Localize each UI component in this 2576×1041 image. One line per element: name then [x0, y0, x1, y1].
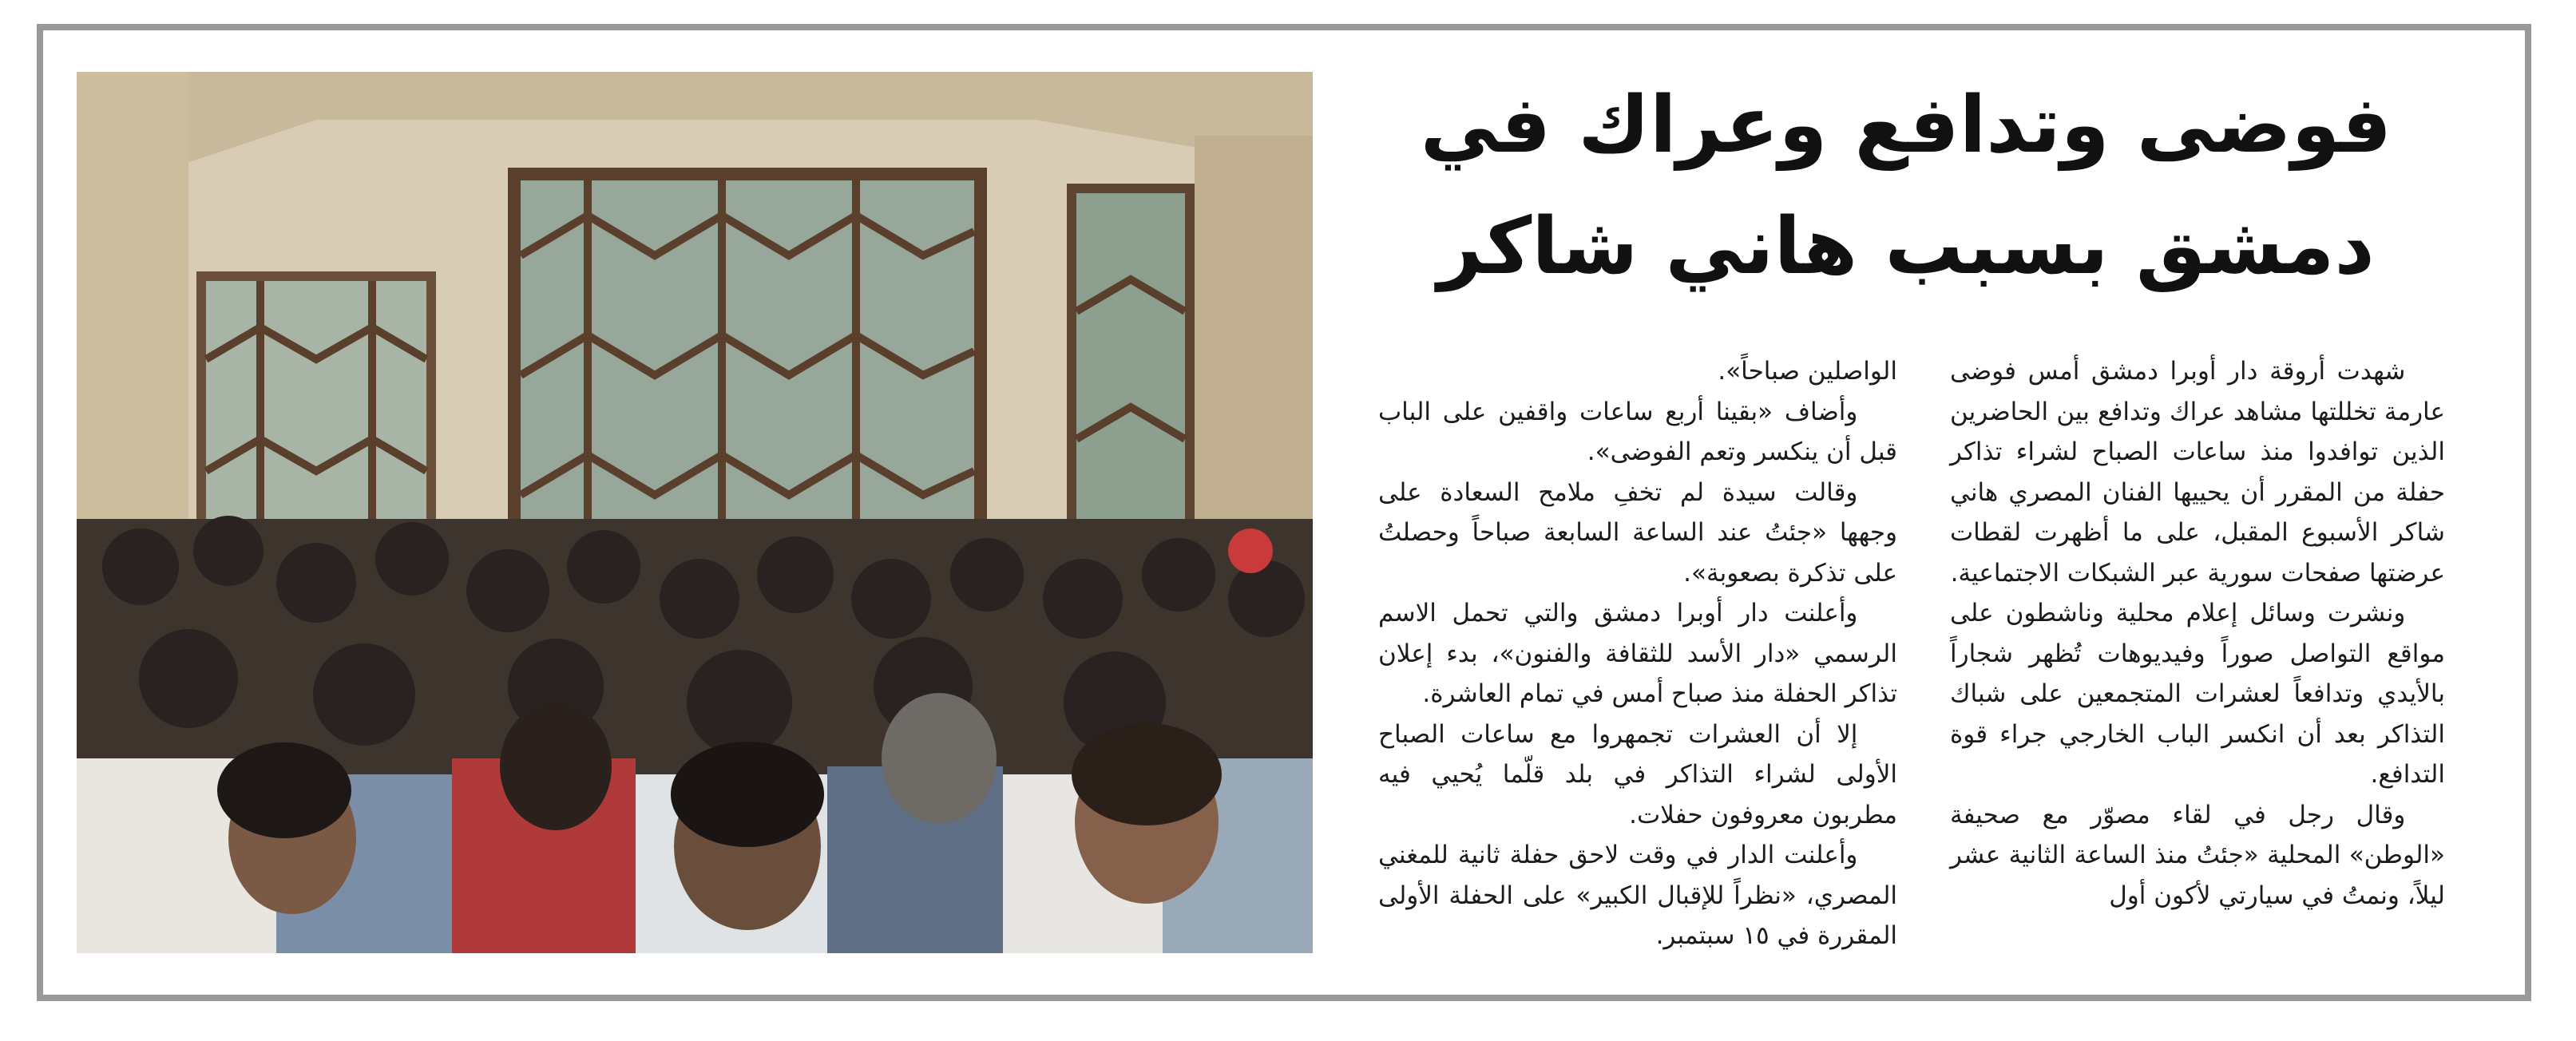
paragraph: وأضاف «بقينا أربع ساعات واقفين على الباب قبل أن ينكسر وتعم الفوضى».	[1378, 397, 1897, 466]
crowd-photo-icon	[77, 72, 1313, 953]
paragraph: إلا أن العشرات تجمهروا مع ساعات الصباح الأولى لشراء التذاكر في بلد قلّما يُحيي فيه مطربون معروفون حفلات.	[1378, 719, 1897, 829]
article-column-right	[1950, 351, 2445, 916]
article-column-left	[1378, 351, 1897, 956]
paragraph: وقال رجل في لقاء مصوّر مع صحيفة «الوطن» المحلية «جئتُ منذ الساعة الثانية عشر ليلاً، ونمتُ في سيارتي لأكون أول	[1950, 800, 2445, 910]
headline	[1367, 65, 2445, 308]
headline-line-1: فوضى وتدافع وعراك في	[1420, 80, 2392, 171]
paragraph: وأعلنت الدار في وقت لاحق حفلة ثانية للمغني المصري، «نظراً للإقبال الكبير» على الحفلة الأولى المقررة في ١٥ سبتمبر.	[1378, 841, 1897, 950]
article-photo	[77, 72, 1313, 953]
paragraph: وأعلنت دار أوبرا دمشق والتي تحمل الاسم الرسمي «دار الأسد للثقافة والفنون»، بدء إعلان تذاكر الحفلة منذ صباح أمس في تمام العاشرة.	[1378, 599, 1897, 708]
paragraph: وقالت سيدة لم تخفِ ملامح السعادة على وجهها «جئتُ عند الساعة السابعة صباحاً وحصلتُ على تذكرة بصعوبة».	[1378, 477, 1897, 588]
paragraph: ونشرت وسائل إعلام محلية وناشطون على مواقع التواصل صوراً وفيديوهات تُظهر شجاراً بالأيدي وتدافعاً لعشرات المتجمعين على شباك التذاكر بعد أن انكسر الباب الخارجي جراء قوة التدافع.	[1950, 599, 2445, 789]
paragraph: شهدت أروقة دار أوبرا دمشق أمس فوضى عارمة تخللتها مشاهد عراك وتدافع بين الحاضرين الذين توافدوا منذ ساعات الصباح لشراء تذاكر حفلة من المقرر أن يحييها الفنان المصري هاني شاكر الأسبوع المقبل، على ما أظهرت لقطات عرضتها صفحات سورية عبر الشبكات الاجتماعية.	[1950, 357, 2445, 588]
paragraph: الواصلين صباحاً».	[1718, 357, 1897, 386]
headline-line-2: دمشق بسبب هاني شاكر	[1437, 200, 2375, 292]
